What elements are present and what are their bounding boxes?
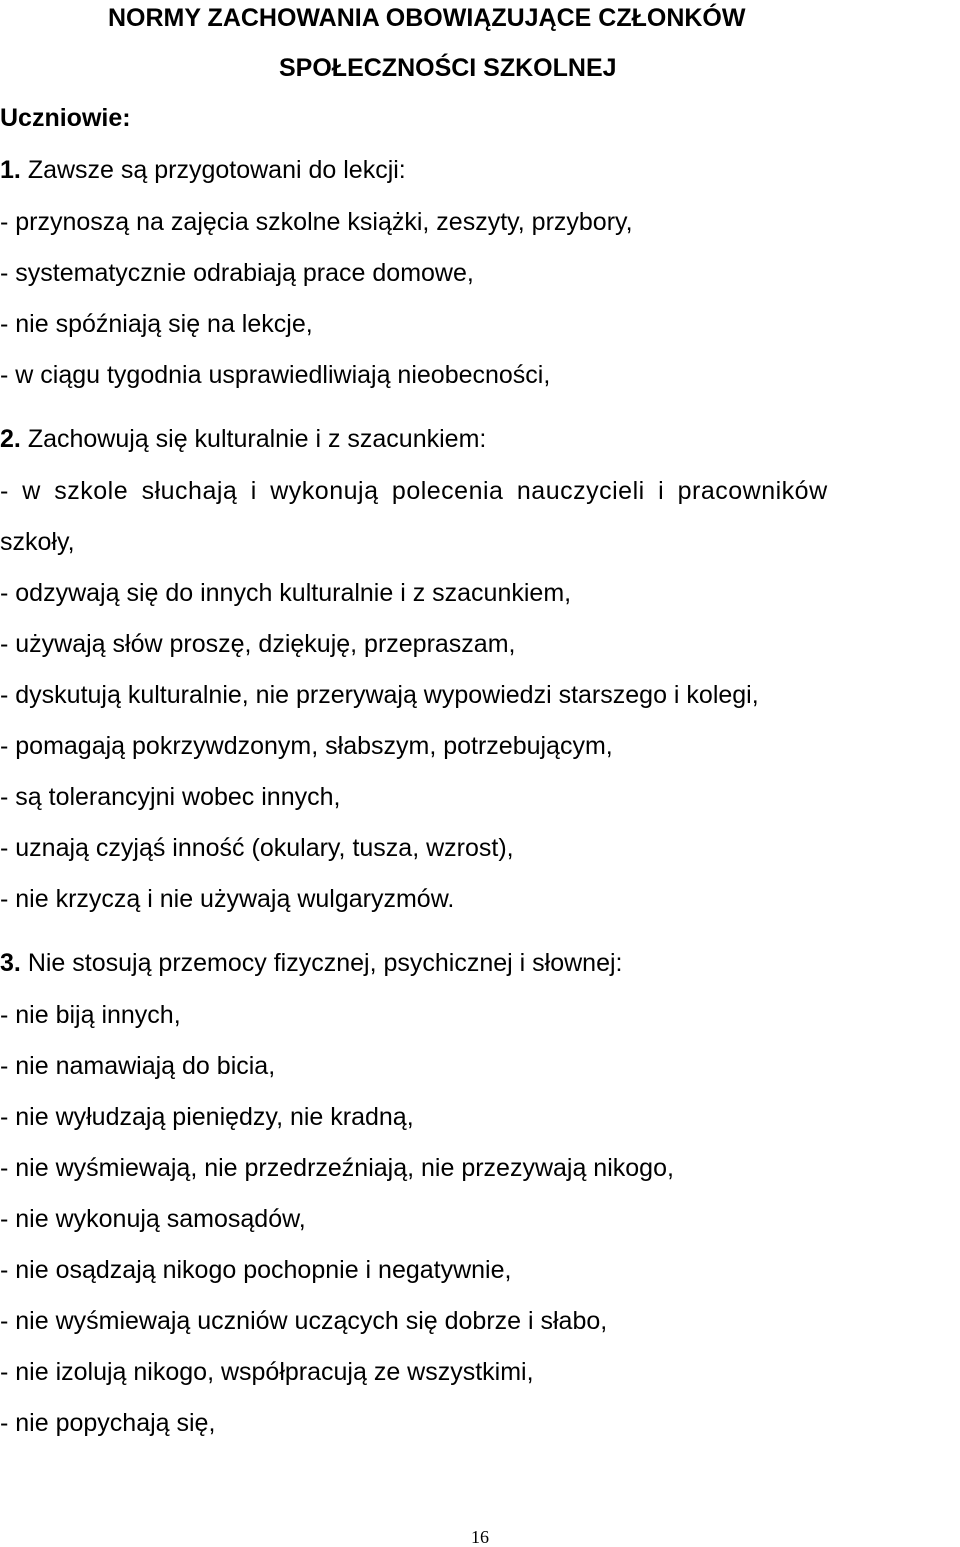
list-item: - uznają czyjąś inność (okulary, tusza, wzrost),	[0, 834, 514, 862]
list-item: - są tolerancyjni wobec innych,	[0, 783, 341, 811]
list-item: - pomagają pokrzywdzonym, słabszym, potrzebującym,	[0, 732, 613, 760]
list-item: - nie wyśmiewają, nie przedrzeźniają, nie przezywają nikogo,	[0, 1154, 674, 1182]
list-item: - systematycznie odrabiają prace domowe,	[0, 259, 474, 287]
section-2-heading	[0, 423, 486, 455]
section-2-title: Zachowują się kulturalnie i z szacunkiem:	[27, 425, 487, 453]
section-3-heading	[0, 947, 622, 979]
list-item: - nie krzyczą i nie używają wulgaryzmów.	[0, 885, 455, 913]
section-1-title: Zawsze są przygotowani do lekcji:	[27, 156, 406, 184]
list-item: - przynoszą na zajęcia szkolne książki, zeszyty, przybory,	[0, 208, 633, 236]
document-title-line-2: SPOŁECZNOŚCI SZKOLNEJ	[279, 54, 617, 82]
list-item: - nie biją innych,	[0, 1001, 181, 1029]
list-item: szkoły,	[0, 528, 75, 556]
section-1-number: 1.	[0, 156, 21, 184]
list-item: - nie spóźniają się na lekcje,	[0, 310, 313, 338]
list-item-justified	[0, 475, 958, 507]
section-3-title: Nie stosują przemocy fizycznej, psychicznej i słownej:	[27, 949, 623, 977]
section-1-heading	[0, 154, 406, 186]
section-3-number: 3.	[0, 949, 21, 977]
list-item: - nie wykonują samosądów,	[0, 1205, 306, 1233]
page-number: 16	[471, 1527, 489, 1547]
list-item: - w ciągu tygodnia usprawiedliwiają nieobecności,	[0, 361, 551, 389]
list-item: - nie wyłudzają pieniędzy, nie kradną,	[0, 1103, 414, 1131]
list-item: - nie popychają się,	[0, 1409, 216, 1437]
list-item: - nie namawiają do bicia,	[0, 1052, 276, 1080]
list-item: - używają słów proszę, dziękuję, przepraszam,	[0, 630, 516, 658]
section-2-number: 2.	[0, 425, 21, 453]
list-item: - nie osądzają nikogo pochopnie i negatywnie,	[0, 1256, 512, 1284]
section-heading: Uczniowie:	[0, 104, 131, 132]
list-item: - nie izolują nikogo, współpracują ze wszystkimi,	[0, 1358, 534, 1386]
list-item: - nie wyśmiewają uczniów uczących się dobrze i słabo,	[0, 1307, 608, 1335]
list-item: - w szkole słuchają i wykonują polecenia nauczycieli i pracowników	[0, 477, 828, 505]
list-item: - odzywają się do innych kulturalnie i z szacunkiem,	[0, 579, 572, 607]
list-item: - dyskutują kulturalnie, nie przerywają wypowiedzi starszego i kolegi,	[0, 681, 759, 709]
document-title-line-1: NORMY ZACHOWANIA OBOWIĄZUJĄCE CZŁONKÓW	[108, 4, 746, 32]
